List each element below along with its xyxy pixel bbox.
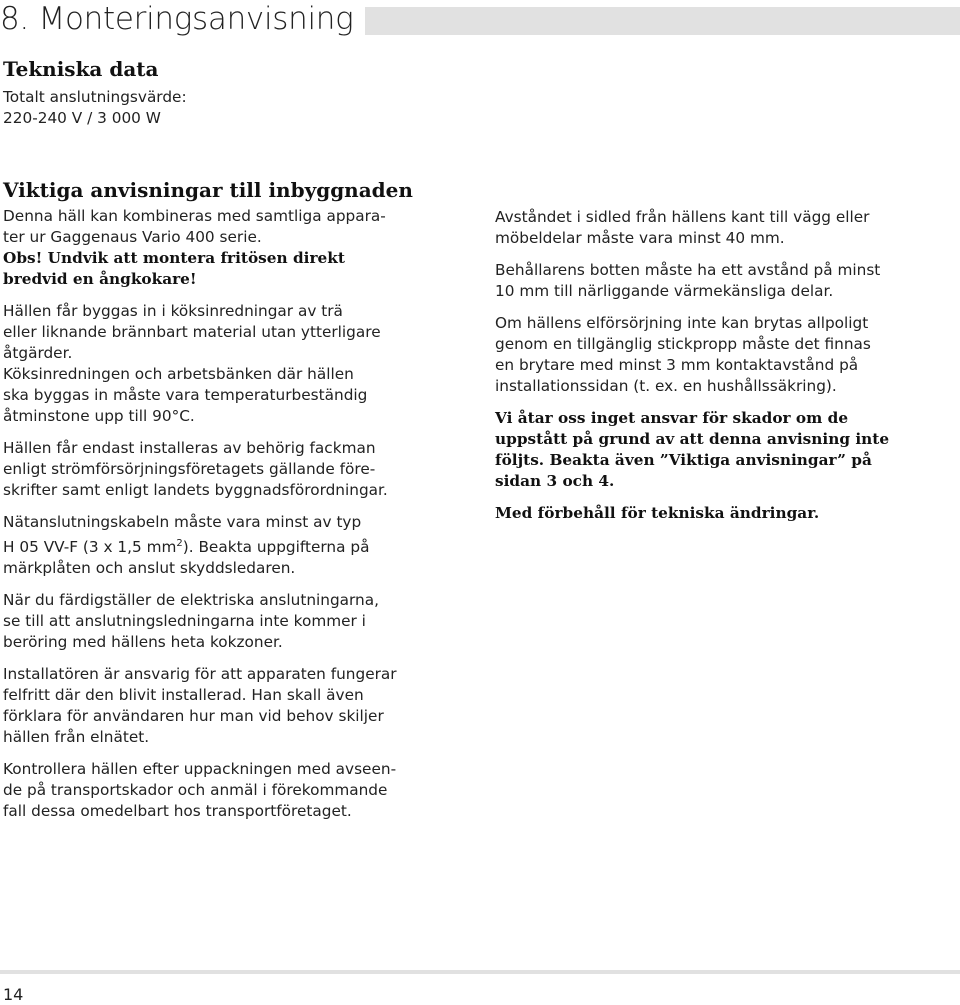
paragraph-installer: Hällen får endast installeras av behörig fackman enligt strömförsörjningsföretagets gällande före- skrifter samt enligt landets byggnadsförordningar. (3, 439, 388, 499)
warning-text: Obs! Undvik att montera fritösen direkt bredvid en ångkokare! (3, 249, 345, 288)
liability-notice: Vi åtar oss inget ansvar för skador om de uppstått på grund av att denna anvisning inte följts. Beakta även ”Viktiga anvisningar” på sidan 3 och 4. (495, 409, 890, 490)
page-number: 14 (3, 985, 24, 1004)
install-heading: Viktiga anvisningar till inbyggnaden (3, 178, 413, 202)
right-column (495, 207, 957, 535)
paragraph-connections: När du färdigställer de elektriska anslutningarna, se till att anslutningsledningarna inte kommer i beröring med hällens heta kokzoner. (3, 591, 379, 652)
paragraph-power-disconnect: Om hällens elförsörjning inte kan brytas allpoligt genom en tillgänglig stickpropp måste det finnas en brytare med minst 3 mm kontaktavstånd på installationssidan (t. ex. en hushållssäkring). (495, 314, 871, 395)
obs-label: Obs! (3, 249, 43, 267)
tech-data-heading: Tekniska data (3, 57, 159, 81)
reservation-notice: Med förbehåll för tekniska ändringar. (495, 504, 820, 522)
tech-data-block (3, 87, 463, 129)
paragraph-temperature: Köksinredningen och arbetsbänken där hällen ska byggas in måste vara temperaturbeständig åtminstone upp till 90°C. (3, 365, 368, 425)
header-bar (365, 7, 960, 35)
paragraph-pot-bottom: Behållarens botten måste ha ett avstånd på minst 10 mm till närliggande värmekänsliga delar. (495, 261, 881, 300)
paragraph-cable: Nätanslutningskabeln måste vara minst av typ H 05 VV-F (3 x 1,5 $mm^2$). Beakta uppgifterna på märkplåten och anslut skyddsledaren. (3, 513, 370, 578)
tech-data-value: 220-240 V / 3 000 W (3, 109, 161, 127)
paragraph-compatibility: Denna häll kan kombineras med samtliga appara- ter ur Gaggenaus Vario 400 serie. (3, 207, 386, 246)
tech-data-line: Totalt anslutningsvärde: (3, 88, 187, 106)
footer-divider (0, 970, 960, 974)
paragraph-distance: Avståndet i sidled från hällens kant till vägg eller möbeldelar måste vara minst 40 mm. (495, 208, 870, 247)
paragraph-inspection: Kontrollera hällen efter uppackningen med avseen- de på transportskador och anmäl i förekommande fall dessa omedelbart hos transportföretaget. (3, 760, 397, 821)
paragraph-responsibility: Installatören är ansvarig för att apparaten fungerar felfritt där den blivit installerad. Han skall även förklara för användaren hur man vid behov skiljer hällen från elnätet. (3, 665, 397, 747)
paragraph-cabinets: Hällen får byggas in i köksinredningar av trä eller liknande brännbart material utan ytterligare åtgärder. (3, 302, 381, 362)
left-column (3, 206, 478, 833)
page-title: 8. Monteringsanvisning (0, 1, 354, 37)
